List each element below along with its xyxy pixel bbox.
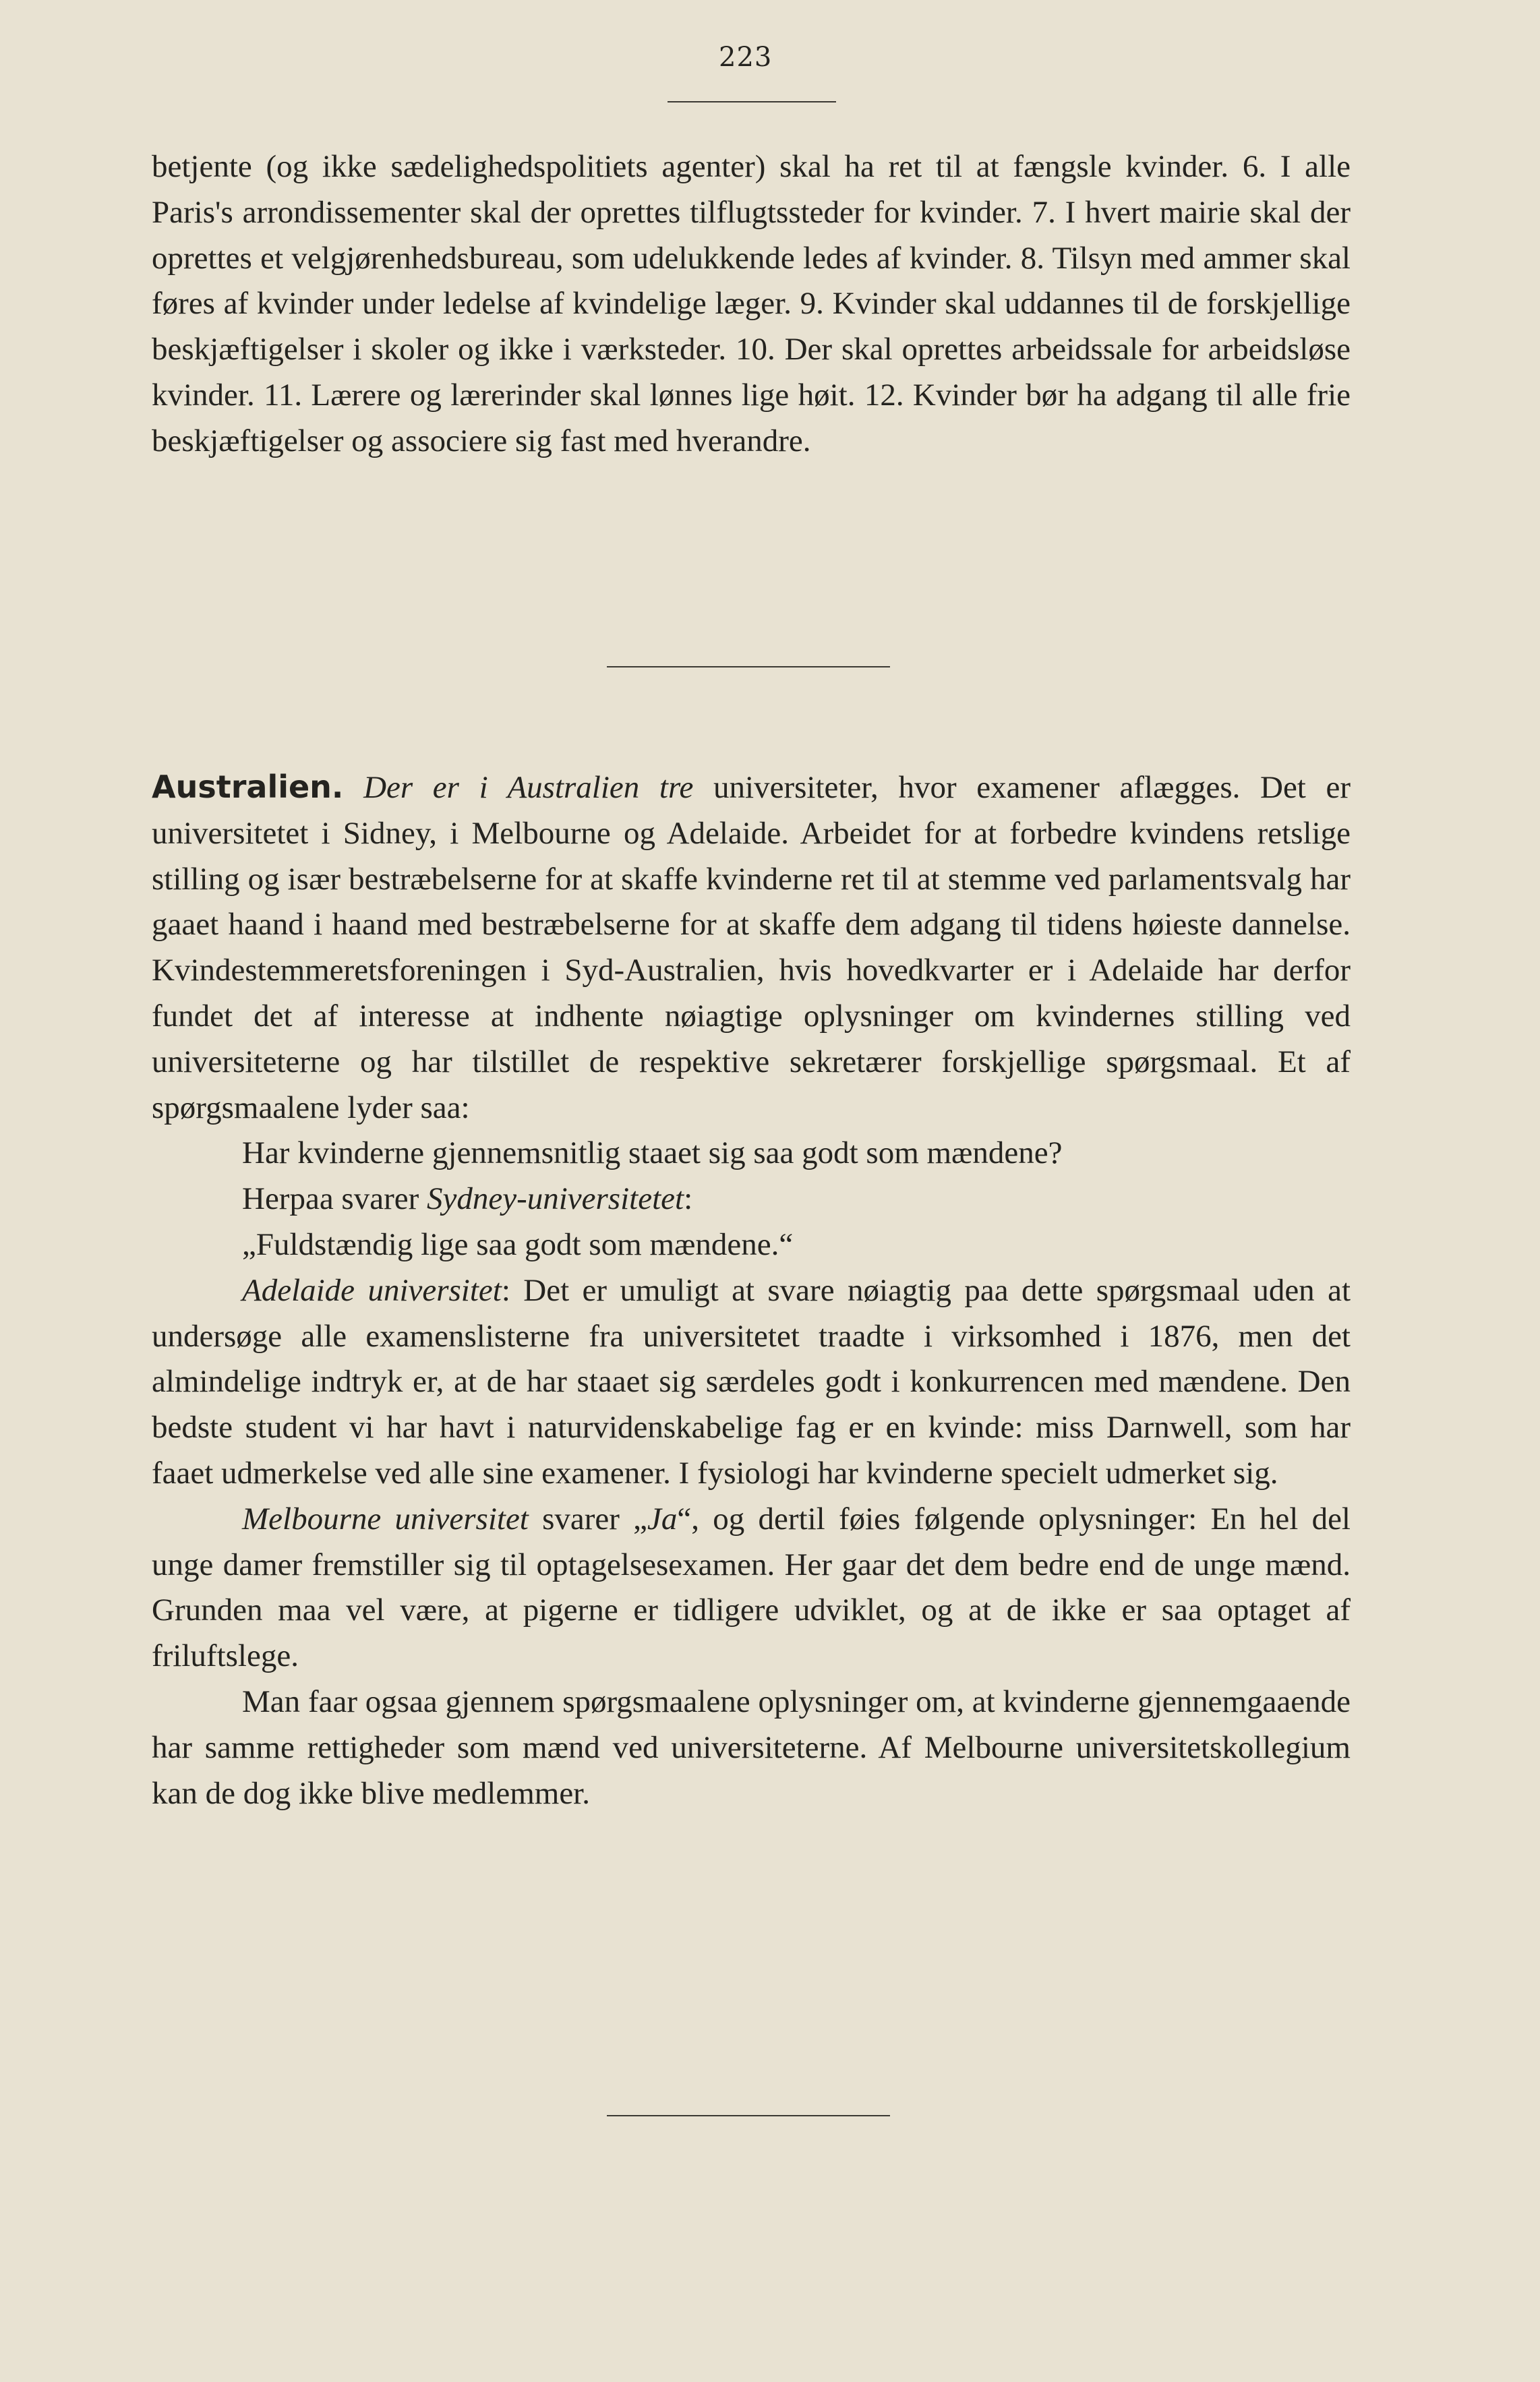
melbourne-paragraph [152,1497,1351,1679]
australia-paragraph-1 [152,765,1351,1131]
lead-italic: Der er i Australien tre [363,770,694,805]
page-number-rule [668,101,836,102]
final-paragraph: Man faar ogsaa gjennem spørgsmaalene oplysninger om, at kvinderne gjennemgaaende har samme rettigheder som mænd ved universiteterne. Af Melbourne universitetskollegium kan de dog ikke blive medlemmer. [152,1684,1351,1811]
australia-section [152,765,1351,1816]
adelaide-paragraph [152,1268,1351,1497]
adelaide-text: : Det er umuligt at svare nøiagtig paa dette spørgsmaal uden at undersøge alle examenslisterne fra universitetet traadte i virksomhed i 1876, men det almindelige indtryk er, at de har staaet sig særdeles godt i konkurrencen med mændene. Den bedste student vi har havt i naturvidenskabelige fag er en kvinde: miss Darnwell, som har faaet udmerkelse ved alle sine examener. I fysiologi har kvinderne specielt udmerket sig. [152,1272,1351,1491]
melbourne-text: “, og dertil føies følgende oplysninger: En hel del unge damer fremstiller sig til optagelsesexamen. Her gaar det dem bedre end de unge mænd. Grunden maa vel være, at pigerne er tidligere udviklet, og at de ikke er saa optaget af friluftslege. [152,1501,1351,1674]
australia-paragraph-1-text: universiteter, hvor examener aflægges. Det er universitetet i Sidney, i Melbourne og Adelaide. Arbeidet for at forbedre kvindens retslige stilling og især bestræbelserne for at skaffe kvinderne ret til at stemme ved parlamentsvalg har gaaet haand i haand med bestræbelserne for at skaffe dem adgang til tidens høieste dannelse. Kvindestemmeretsforeningen i Syd-Australien, hvis hovedkvarter er i Adelaide har derfor fundet det af interesse at indhente nøiagtige oplysninger om kvindernes stilling ved universiteterne og har tilstillet de respektive sekretærer forskjellige spørgsmaal. Et af spørgsmaalene lyder saa: [152,770,1351,1125]
sydney-university: Sydney-universitetet [427,1181,684,1217]
intro-paragraph [152,144,1351,465]
melbourne-ja: Ja [647,1501,678,1537]
intro-text: betjente (og ikke sædelighedspolitiets agenter) skal ha ret til at fængsle kvinder. 6. I alle Paris's arrondissementer skal der oprettes tilflugtssteder for kvinder. 7. I hvert mairie skal der oprettes et velgjørenhedsbureau, som udelukkende ledes af kvinder. 8. Tilsyn med ammer skal føres af kvinder under ledelse af kvindelige læger. 9. Kvinder skal uddannes til de forskjellige beskjæftigelser i skoler og ikke i værksteder. 10. Der skal oprettes arbeidssale for arbeidsløse kvinder. 11. Lærere og lærerinder skal lønnes lige høit. 12. Kvinder bør ha adgang til alle frie beskjæftigelser og associere sig fast med hverandre. [152,149,1351,458]
page-number: 223 [719,42,773,73]
sydney-intro: Herpaa svarer [242,1181,427,1217]
sydney-colon: : [684,1181,693,1217]
section-divider [607,666,890,667]
sydney-answer: „Fuldstændig lige saa godt som mændene.“ [242,1226,794,1262]
question-line: Har kvinderne gjennemsnitlig staaet sig saa godt som mændene? [242,1135,1063,1171]
section-divider [607,2115,890,2116]
section-heading: Australien. [152,769,344,805]
sydney-line [152,1177,1351,1222]
adelaide-university: Adelaide universitet [242,1272,502,1308]
melbourne-university: Melbourne universitet [242,1501,529,1537]
melbourne-svarer: svarer „ [528,1501,648,1537]
